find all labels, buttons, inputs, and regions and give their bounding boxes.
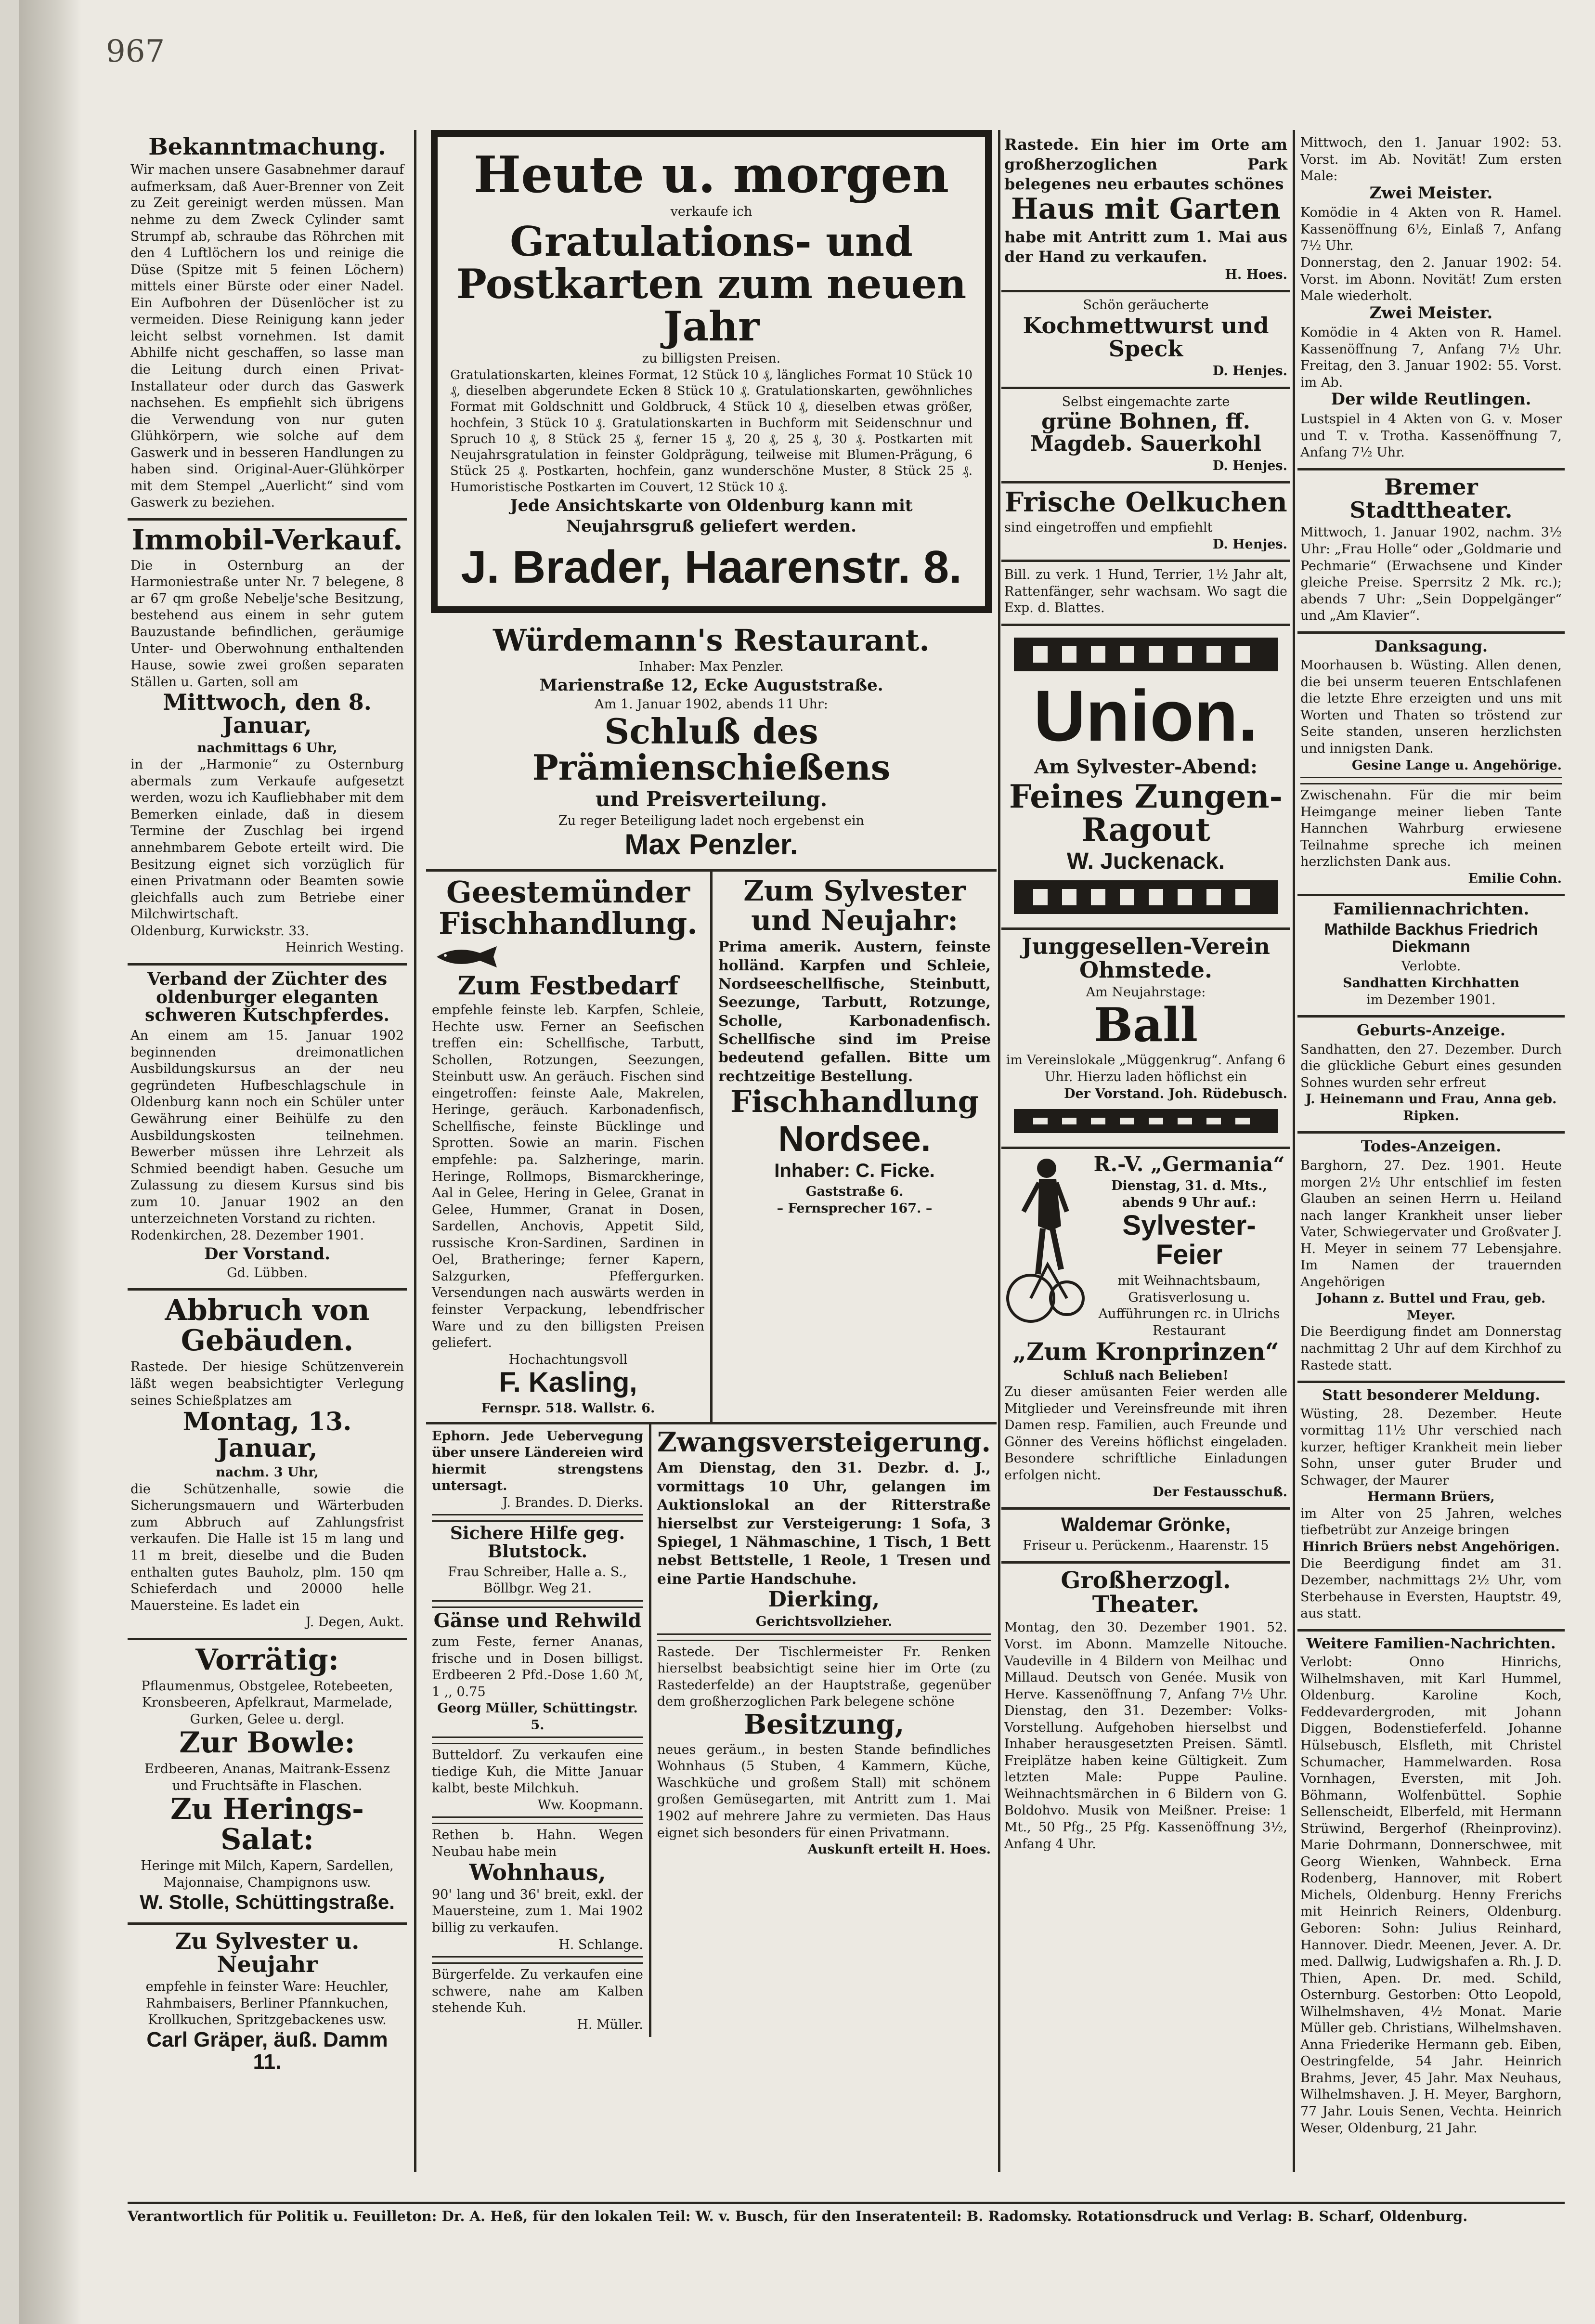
ad-headline: Gratulations- und Postkarten zum neuen Jahr [456, 217, 967, 351]
ad-headline: Schluß des Prämienschießens [532, 710, 891, 788]
column-2 [426, 130, 997, 2177]
divider [432, 1816, 643, 1824]
ad-motto: Schluß nach Belieben! [1063, 1368, 1229, 1383]
ad-body: in der „Harmonie“ zu Osternburg abermals zum Verkaufe aufgesetzt werden, wozu ich Kaufliebhaber mit dem Bemerken einlade, daß in diesem Termine der Zuschlag bei irgend annehmbarem Gebote erteilt wird. Die Besitzung eignet sich vorzüglich für einen Privatmann oder Beamten sowie gleichfalls auch zum Betriebe einer Milchwirtschaft. [130, 757, 404, 922]
ad-regards: Hochachtungsvoll [508, 1352, 628, 1367]
ad-title: Zu Sylvester u. Neujahr [175, 1928, 360, 1977]
ad-title: Würdemann's Restaurant. [493, 622, 930, 658]
germania-text [1091, 1154, 1287, 1339]
column-4 [1297, 130, 1565, 2177]
ad-henjes-oelkuchen [1001, 483, 1290, 562]
ad-title: Gänse und Rehwild [433, 1609, 642, 1632]
ad-body: Sandhatten, den 27. Dezember. Durch die glückliche Geburt eines gesunden Sohnes wurden sehr erfreut [1300, 1042, 1562, 1090]
ad-body: Die Beerdigung findet am Donnerstag nachmittag 2 Uhr auf dem Kirchhof zu Rastede statt. [1300, 1324, 1562, 1373]
ad-title: Besitzung, [743, 1709, 905, 1741]
ad-signature: Georg Müller, Schüttingstr. 5. [437, 1701, 638, 1733]
ad-title: Verband der Züchter des oldenburger eleganten schweren Kutschpferdes. [145, 968, 389, 1026]
ad-sub: Am Neujahrstage: [1086, 985, 1206, 1000]
ad-date: im Dezember 1901. [1366, 992, 1496, 1007]
ad-groenke [1001, 1510, 1290, 1564]
ad-date: Dienstag, 31. d. Mts., abends 9 Uhr auf.: [1111, 1178, 1267, 1210]
ad-signature: Max Penzler. [624, 828, 798, 861]
ad-title: Kochmettwurst und Speck [1023, 312, 1269, 362]
ad-title: Abbruch von Gebäuden. [165, 1293, 370, 1358]
ad-body: Die Beerdigung findet am 31. Dezember, nachmittags 2½ Uhr, vom Sterbehause in Eversten, Hauptstr. 49, aus statt. [1300, 1556, 1562, 1621]
ad-title: Vorrätig: [195, 1643, 339, 1677]
ornament-band [1014, 880, 1278, 914]
ad-weitere-familien [1297, 1632, 1565, 2143]
ad-row-fish [426, 872, 997, 1424]
ad-kasling [426, 872, 710, 1422]
ad-body: Rastede. Ein hier im Orte am großherzoglichen Park belegenes neu erbautes schönes [1004, 135, 1287, 193]
ad-address: Gaststraße 6. [805, 1184, 904, 1200]
ad-sub: Zum Festbedarf [457, 971, 679, 1001]
imprint-footer: Verantwortlich für Politik u. Feuilleton: Dr. A. Heß, für den lokalen Teil: W. v. Busch, für den Inseratenteil: B. Radomsky. Rotationsdruck und Verlag: B. Scharf, Oldenburg. [128, 2202, 1565, 2224]
ad-name: Gd. Lübben. [227, 1265, 308, 1280]
ad-signature: Ww. Koopmann. [537, 1797, 643, 1813]
ad-title: Statt besonderer Meldung. [1322, 1387, 1540, 1404]
ad-title: Union. [1033, 675, 1258, 756]
ad-todes [1297, 1134, 1565, 1383]
ad-pre: Selbst eingemachte zarte [1062, 394, 1230, 409]
ad-body: Pflaumenmus, Obstgelee, Rotebeeten, Kronsbeeren, Apfelkraut, Marmelade, Gurken, Gelee u. dergl. [141, 1678, 393, 1727]
ad-headline: und Preisverteilung. [595, 787, 828, 811]
ad-signature: Gesine Lange u. Angehörige. [1351, 757, 1562, 773]
divider [1300, 777, 1562, 784]
ad-body: Butteldorf. Zu verkaufen eine tiedige Kuh, die Mitte Januar kalbt, beste Milchkuh. [432, 1748, 643, 1796]
ad-body: Am Dienstag, den 31. Dezbr. d. J., vormittags 10 Uhr, gelangen im Auktionslokal an der Ritterstraße hierselbst zur Versteigerung: 1 Sofa, 3 Spiegel, 1 Nähmaschine, 1 Tisch, 1 Bett nebst Bettstelle, 1 Reole, 1 Tresen und eine Partie Handschuhe. [657, 1460, 991, 1588]
ad-body: Moorhausen b. Wüsting. Allen denen, die bei unserm teueren Entschlafenen die letzte Ehre erzeigten und uns mit Worten und Thaten so tröstend zur Seite standen, unseren herzlichsten und innigsten Dank. [1300, 658, 1562, 757]
page-number: 967 [106, 34, 165, 69]
ad-signature: J. Degen, Aukt. [305, 1615, 404, 1630]
ad-body: Rastede. Der hiesige Schützenverein läßt wegen beabsichtigter Verlegung seines Schießplatzes am [130, 1359, 404, 1408]
germania-header [1004, 1154, 1287, 1339]
ad-brader-framed [431, 130, 992, 613]
ad-body: Die in Osternburg an der Harmoniestraße unter Nr. 7 belegene, 8 ar 67 qm große Nebelje'sche Besitzung, bestehend aus einem in sehr gutem Bauzustande befindlichen, geräumige Unter- und Oberwohnung enthaltenden Hause, sowie zwei großen separaten Ställen u. Garten, soll am [130, 558, 404, 690]
ad-owner: Inhaber: Max Penzler. [639, 659, 784, 674]
ad-title: R.-V. „Germania“ [1093, 1152, 1285, 1176]
ad-henjes-wurst [1001, 292, 1290, 389]
ad-body: Heringe mit Milch, Kapern, Sardellen, Majonnaise, Champignons usw. [141, 1858, 394, 1890]
ad-body: Donnerstag, den 2. Januar 1902: 54. Vorst. im Abonn. Novität! Zum ersten Male wiederholt. [1300, 255, 1562, 304]
ad-abbruch [128, 1291, 407, 1640]
column-3 [1001, 130, 1290, 2177]
column-rule [414, 130, 416, 2172]
ad-signature: Heinrich Westing. [285, 940, 404, 955]
ad-title: Danksagung. [1374, 637, 1488, 655]
ad-body: An einem am 15. Januar 1902 beginnenden dreimonatlichen Ausbildungskursus an der neu gegründeten Hufbeschlagschule in Oldenburg kann noch ein Schüler unter Gewährung einer Beihülfe zu den Ausbildungskosten teilnehmen. Bewerber müssen ihre Lehrzeit als Schmied beendigt haben. Gesuche um Zulassung zu diesem Kursus sind bis zum 10. Januar 1902 an den unterzeichneten Vorstand zu richten. [130, 1028, 404, 1227]
page-edge-shadow [19, 0, 82, 2324]
column-rule [998, 130, 1000, 2172]
ad-body: Barghorn, 27. Dez. 1901. Heute morgen 2½ Uhr entschlief im festen Glauben an seinen Herrn u. Heiland nach langer Krankheit unser lieber Vater, Schwiegervater und Großvater J. H. Meyer in seinem 77 Lebensjahre. Im Namen der trauernden Angehörigen [1300, 1158, 1562, 1290]
ad-title: Sichere Hilfe geg. Blutstock. [450, 1523, 625, 1562]
ad-body: Komödie in 4 Akten von R. Hamel. Kassenöffnung 6½, Einlaß 7, Anfang 7½ Uhr. [1300, 205, 1562, 254]
ad-stolle [128, 1640, 407, 1925]
ad-graeper [128, 1925, 407, 2083]
ad-title: Zur Bowle: [179, 1726, 355, 1760]
ad-title: Weitere Familien-Nachrichten. [1306, 1635, 1556, 1652]
ad-name: Nordsee. [778, 1119, 931, 1159]
ad-body: zum Feste, ferner Ananas, frische und in Dosen billigst. Erdbeeren 2 Pfd.-Dose 1.60 ℳ, 1 ,, 0.75 [432, 1634, 643, 1699]
ad-headline: Fischhandlung [730, 1084, 979, 1120]
ad-date: Montag, 13. Januar, [182, 1407, 352, 1463]
ad-title: Bekanntmachung. [148, 133, 386, 160]
ad-hund [1001, 562, 1290, 626]
ad-body: im Alter von 25 Jahren, welches tiefbetrübt zur Anzeige bringen [1300, 1506, 1562, 1538]
ad-signature: W. Stolle, Schüttingstraße. [140, 1890, 395, 1913]
ad-theater-cont [1297, 130, 1565, 470]
ad-title: Geestemünder Fischhandlung. [439, 875, 698, 941]
ad-body: Lustspiel in 4 Akten von G. v. Moser und T. v. Trotha. Kassenöffnung 7, Anfang 7½ Uhr. [1300, 412, 1562, 460]
fish-icon [432, 942, 504, 971]
ad-pre: Schön geräucherte [1083, 298, 1209, 313]
ad-body: Mittwoch, 1. Januar 1902, nachm. 3½ Uhr: „Frau Holle“ oder „Goldmarie und Pechmarie“ (Erwachsene und Kinder gleiche Preise. Sperrsitz 2 Mk. rc.); abends 7 Uhr: „Sein Doppelgänger“ und „Am Klavier“. [1300, 525, 1562, 624]
ad-body: Rastede. Der Tischlermeister Fr. Renken hierselbst beabsichtigt seine hier im Orte (zu Rastederfelde) an der Hauptstraße, gegenüber dem großherzoglichen Park belegene schöne [657, 1644, 991, 1710]
ad-headline: Heute u. morgen [473, 145, 949, 204]
ad-body: Komödie in 4 Akten von R. Hamel. Kassenöffnung 7, Anfang 7½ Uhr. Freitag, den 3. Januar 1902: 55. Vorst. im Ab. [1300, 325, 1562, 390]
ad-signature: Emilie Cohn. [1468, 871, 1562, 886]
ad-body: mit Weihnachtsbaum, Gratisverlosung u. Aufführungen rc. in Ulrichs Restaurant [1098, 1273, 1280, 1338]
ad-date: Am 1. Januar 1902, abends 11 Uhr: [595, 696, 828, 712]
ad-signature: J. Heinemann und Frau, Anna geb. Ripken. [1305, 1092, 1557, 1123]
ad-body: 90' lang und 36' breit, exkl. der Mauersteine, zum 1. Mai 1902 billig zu verkaufen. [432, 1887, 643, 1935]
ad-headline: Feines Zungen-Ragout [1009, 777, 1283, 849]
ad-statt-meldung [1297, 1383, 1565, 1632]
ad-danksagung [1297, 634, 1565, 897]
ad-verband [128, 966, 407, 1291]
ad-sub: Verlobte. [1401, 959, 1461, 974]
ad-title: Wohnhaus, [469, 1859, 606, 1885]
divider [432, 1736, 643, 1744]
ad-body: die Schützenhalle, sowie die Sicherungsmauern und Wärterbuden zum Abbruch auf Zahlungsfrist verkaufen. Die Halle ist 15 m lang und 11 m breit, dieselbe und die Buden enthalten gutes Bauholz, plm. 150 qm Schieferdach und 20000 helle Mauersteine. Es ladet ein [130, 1481, 404, 1613]
ad-germania [1001, 1149, 1290, 1510]
ad-names: Mathilde Backhus Friedrich Diekmann [1324, 920, 1538, 956]
ad-title: Zum Sylvester und Neujahr: [743, 875, 966, 937]
ad-body: Zwischenahn. Für die mir beim Heimgange meiner lieben Tante Hannchen Wahrburg erwiesene Teilnahme spreche ich meinen herzlichsten Dank aus. [1300, 788, 1562, 870]
ad-signature: D. Henjes. [1212, 364, 1287, 379]
ad-familiennachrichten [1297, 896, 1565, 1018]
ad-body: neues geräum., in besten Stande befindliches Wohnhaus (5 Stuben, 4 Kammern, Küche, Waschküche und großem Stall) mit schönem großen Gemüsegarten, mit Antritt zum 1. Mai 1902 auf mehrere Jahre zu vermieten. Das Haus eignet sich besonders für einen Privatmann. [657, 1742, 991, 1841]
ad-headline: Sylvester-Feier [1122, 1210, 1256, 1271]
ad-headline: Ball [1093, 997, 1198, 1052]
ad-title: Bremer Stadttheater. [1349, 473, 1513, 523]
column-rule [1293, 130, 1295, 2172]
small-ads-right [649, 1424, 997, 2037]
ad-signature: J. Brader, Haarenstr. 8. [461, 541, 962, 593]
ad-title: Zu Herings-Salat: [170, 1792, 364, 1857]
ad-title: Junggesellen-Verein Ohmstede. [1022, 933, 1270, 983]
ad-signature: Dierking, [768, 1587, 880, 1612]
ornament-band [1014, 638, 1278, 671]
ad-signature: Der Vorstand. [204, 1244, 330, 1264]
ad-row-small [426, 1424, 997, 2037]
ad-name: „Zum Kronprinzen“ [1012, 1337, 1279, 1366]
ad-signature: Carl Gräper, äuß. Damm 11. [146, 2027, 388, 2074]
ad-body: Wir machen unsere Gasabnehmer darauf aufmerksam, daß Auer-Brenner von Zeit zu Zeit gereinigt werden müssen. Man nehme zu dem Zweck Cylinder samt Strumpf ab, schraube das Röhrchen mit den 4 Luftlöchern los und reinige die Düse (Spitze mit 5 feinen Löchern) mittels einer Bürste oder einer Nadel. Ein Aufbohren der Düsenlöcher ist zu vermeiden. Diese Reinigung kann jeder leicht selbst vornehmen. Ist damit Abhilfe nicht geschaffen, so lasse man die Leitung durch einen Privat-Installateur oder durch das Gaswerk nachsehen. Es empfiehlt sich übrigens die Verwendung von nur guten Glühkörpern, wie solche auf dem Gaswerk und in besseren Handlungen zu haben sind. Original-Auer-Glühkörper mit dem Stempel „Auerlicht“ sind vom Gaswerk zu beziehen. [130, 162, 404, 510]
small-ads-left [426, 1424, 649, 2037]
ad-sub: Am Sylvester-Abend: [1034, 755, 1258, 778]
ad-junggesellen [1001, 930, 1290, 1149]
ad-body: empfehle feinste leb. Karpfen, Schleie, Hechte usw. Ferner an Seefischen treffen ein: Schellfische, Tarbutt, Schollen, Rotzungen, Seezungen, Steinbutt usw. An geräuch. Fischen sind eingetroffen: feinste Aale, Makrelen, Heringe, geräuch. Karbonadenfisch, Schellfische, feinste Bücklinge und Sprotten. Sowie an marin. Fischen empfehle: pa. Salzheringe, marin. Heringe, Rollmops, Bismarckheringe, Aal in Gelee, Hering in Gelee, Granat in Gelee, Hummer, Granat in Dosen, Sardellen, Anchovis, Appetit Sild, russische Kron-Sardinen, Sardinen in Oel, Bratheringe; ferner Kapern, Salzgurken, Pfeffergurken. Versendungen nach auswärts werden in feinster Verpackung, lebendfrischer Ware und zu den billigsten Preisen geliefert. [432, 1003, 704, 1351]
ad-signature: Hinrich Brüers nebst Angehörigen. [1302, 1540, 1560, 1554]
ad-signature: Johann z. Buttel und Frau, geb. Meyer. [1316, 1291, 1546, 1323]
ad-signature: Der Vorstand. Joh. Rüdebusch. [1064, 1086, 1287, 1101]
ad-body: Bürgerfelde. Zu verkaufen eine schwere, nahe am Kalben stehende Kuh. [432, 1967, 643, 2016]
ad-henjes-bohnen [1001, 389, 1290, 483]
ad-theater [1001, 1564, 1290, 1859]
ad-signature: Der Festausschuß. [1153, 1484, 1287, 1500]
ad-body: Rethen b. Hahn. Wegen Neubau habe mein [432, 1828, 643, 1860]
cyclist-icon [1004, 1154, 1086, 1327]
ad-signature: H. Schlange. [558, 1937, 643, 1952]
ad-body: Prima amerik. Austern, feinste holländ. Karpfen und Schleie, Nordseeschellfische, Steinbutt, Seezunge, Tarbutt, Rotzunge, Scholle, Karbonadenfisch. Schellfische sind im Preise bedeutend gefallen. Bitte um rechtzeitige Bestellung. [718, 939, 991, 1085]
ad-body: Wüsting, 28. Dezember. Heute vormittag 11½ Uhr verschied nach kurzer, heftiger Krankheit mein lieber Sohn, unser guter Bruder und Schwager, der Maurer [1300, 1406, 1562, 1488]
ad-headline: Zwei Meister. [1369, 303, 1493, 323]
ad-body: Erdbeeren, Ananas, Maitrank-Essenz und Fruchtsäfte in Flaschen. [144, 1762, 390, 1793]
ad-signature: D. Henjes. [1212, 458, 1287, 473]
divider [432, 1514, 643, 1522]
ad-note: Jede Ansichtskarte von Oldenburg kann mit Neujahrsgruß geliefert werden. [510, 496, 913, 536]
ad-name: Hermann Brüers, [1367, 1489, 1495, 1505]
ad-place: Oldenburg, Kurwickstr. 33. [130, 923, 310, 939]
ad-nordsee [710, 872, 997, 1422]
ornament-band [1014, 1109, 1278, 1133]
ad-title: Familiennachrichten. [1333, 900, 1530, 919]
ad-title: Zwangsversteigerung. [657, 1426, 991, 1458]
ad-body: im Vereinslokale „Müggenkrug“. Anfang 6 Uhr. Hierzu laden höflichst ein [1006, 1053, 1286, 1084]
ad-body: sind eingetroffen und empfiehlt [1004, 520, 1213, 535]
ad-price-note: zu billigsten Preisen. [642, 351, 781, 366]
divider [432, 1600, 643, 1608]
ad-place: Sandhatten Kirchhatten [1343, 976, 1519, 991]
ad-body: Montag, den 30. Dezember 1901. 52. Vorst. im Abonn. Mamzelle Nitouche. Vaudeville in 4 Bildern von Meilhac und Millaud. Deutsch von Genée. Musik von Herve. Kassenöffnung 7, Anfang 7½ Uhr. Dienstag, den 31. Dezember: Volks-Vorstellung. Aufgehoben hierselbst und Inhaber herausgesetzten Preisen. Sämtl. Freiplätze haben keine Gültigkeit. Zum letzten Male: Puppe Pauline. Weihnachtsmärchen in 6 Bildern von G. Boldohvo. Musik von Meißner. Preise: 1 Mt., 50 Pfg., 25 Pfg. Kassenöffnung 3½, Anfang 4 Uhr. [1004, 1620, 1287, 1852]
ad-title: Haus mit Garten [1011, 192, 1281, 226]
ad-title: Todes-Anzeigen. [1361, 1137, 1502, 1156]
ad-body: habe mit Antritt zum 1. Mai aus der Hand zu verkaufen. [1004, 227, 1287, 266]
ad-title: Immobil-Verkauf. [131, 523, 403, 556]
ad-bremer-theater [1297, 470, 1565, 634]
divider [657, 1633, 991, 1641]
newspaper-page [19, 0, 1595, 2324]
ad-bekanntmachung [128, 130, 407, 521]
ad-title: Geburts-Anzeige. [1357, 1021, 1505, 1040]
ad-body: Ephorn. Jede Uebervegung über unsere Ländereien wird hiermit strengstens untersagt. [432, 1428, 643, 1494]
ad-hoes-haus [1001, 130, 1290, 292]
ad-sub: verkaufe ich [670, 204, 752, 220]
ad-immobil-verkauf [128, 521, 407, 966]
column-1 [128, 130, 407, 2177]
ad-address: Marienstraße 12, Ecke Auguststraße. [539, 676, 883, 695]
ad-body: Frau Schreiber, Halle a. S., Böllbgr. Weg 21. [448, 1564, 627, 1596]
ad-body: Zu dieser amüsanten Feier werden alle Mitglieder und Vereinsfreunde mit ihren Damen resp. Familien, auch Freunde und Gönner des Vereins höflichst eingeladen. Besondere schriftliche Einladungen erfolgen nicht. [1004, 1384, 1287, 1483]
ad-signature: D. Henjes. [1212, 536, 1287, 552]
ad-address: Fernspr. 518. Wallstr. 6. [481, 1401, 655, 1416]
ad-title: grüne Bohnen, ff. Magdeb. Sauerkohl [1030, 409, 1262, 456]
ad-headline: Der wilde Reutlingen. [1331, 390, 1531, 409]
ad-signature: H. Hoes. [1225, 267, 1287, 282]
ad-role: Gerichtsvollzieher. [755, 1614, 893, 1630]
ad-body: Mittwoch, den 1. Januar 1902: 53. Vorst. im Ab. Novität! Zum ersten Male: [1300, 135, 1562, 184]
ad-date: Mittwoch, den 8. Januar, [163, 689, 372, 739]
ad-price-list: Gratulationskarten, kleines Format, 12 Stück 10 ₰, längliches Format 10 Stück 10 ₰, dieselben abgerundete Ecken 8 Stück 10 ₰. Gratulationskarten, gewöhnliches Format mit Goldschnitt und Goldbruck, 4 Stück 10 ₰, dieselben etwas größer, hochfein, 3 Stück 10 ₰. Gratulationskarten in Buchform mit Seidenschnur und Spruch 10 ₰, 8 Stück 25 ₰, ferner 15 ₰, 20 ₰, 25 ₰, 30 ₰. Postkarten mit Neujahrsgratulation in feinster Goldprägung, teilweise mit Blumen-Prägung, 6 Stück 25 ₰. Postkarten, hochfein, ganz wunderschöne Muster, 8 Stück 25 ₰. Humoristische Postkarten im Couvert, 12 Stück 10 ₰. [450, 367, 973, 495]
ad-time: nachm. 3 Uhr, [216, 1465, 319, 1480]
ad-phone: – Fernsprecher 167. – [777, 1201, 933, 1216]
ad-body: empfehle in feinster Ware: Heuchler, Rahmbaisers, Berliner Pfannkuchen, Krollkuchen, Spritzgebackenes usw. [145, 1979, 389, 2028]
ad-wuerdemann [426, 620, 997, 872]
ad-body: Bill. zu verk. 1 Hund, Terrier, 1½ Jahr alt, Rattenfänger, sehr wachsam. Wo sagt die Exp. d. Blattes. [1004, 567, 1287, 616]
ad-body: Friseur u. Perückenm., Haarenstr. 15 [1023, 1538, 1269, 1554]
ad-title: Frische Oelkuchen [1004, 486, 1287, 519]
ad-body: Verlobt: Onno Hinrichs, Wilhelmshaven, mit Karl Hummel, Oldenburg. Karoline Koch, Feddevardergroden, mit Johann Diggen, Bodenstieferfeld. Johanne Hülsebusch, Elsfleth, mit Christel Schumacher, Hammelwarden. Rosa Vornhagen, Eversten, mit Joh. Böhmann, Wolfenbüttel. Sophie Sellenscheidt, Elberfeld, mit Hermann Strüwind, Bergerhof (Rheinprovinz). Marie Dohrmann, Donnerschwee, mit Georg Wienken, Wahnbeck. Erna Rodenberg, Hannover, mit Robert Michels, Oldenburg. Henny Frerichs mit Heinrich Reiners, Oldenburg. Geboren: Sohn: Julius Reinhard, Hannover. Diedr. Meenen, Jever. A. Dr. med. Dallwig, Ludwigshafen a. Rh. J. D. Thien, Apen. Dr. med. Schild, Osternburg. Gestorben: Otto Leopold, Wilhelmshaven, 4½ Monat. Marie Müller geb. Christians, Wilhelmshaven. Anna Friederike Hermann geb. Eiben, Oestringfelde, 54 Jahr. Heinrich Brahms, Jever, 45 Jahr. Max Neuhaus, Wilhelmshaven. J. H. Meyer, Barghorn, 77 Jahr. Louis Senen, Vechta. Heinrich Weser, Oldenburg, 21 Jahr. [1300, 1655, 1562, 2136]
ad-title: Waldemar Grönke, [1061, 1514, 1231, 1536]
ad-geburt [1297, 1018, 1565, 1134]
ad-signature: F. Kasling, [499, 1367, 637, 1398]
ad-union [1001, 626, 1290, 930]
ad-signature: W. Juckenack. [1066, 849, 1225, 875]
ad-body: Zu reger Beteiligung ladet noch ergebenst ein [558, 813, 865, 828]
ad-time: nachmittags 6 Uhr, [197, 740, 337, 756]
ad-headline: Zwei Meister. [1369, 183, 1493, 203]
ad-signature: H. Müller. [577, 2017, 643, 2032]
divider [432, 1956, 643, 1964]
ad-place: Rodenkirchen, 28. Dezember 1901. [130, 1227, 364, 1243]
ad-signature: Auskunft erteilt H. Hoes. [807, 1842, 991, 1857]
ad-title: Großherzogl. Theater. [1061, 1567, 1231, 1619]
ad-owner: Inhaber: C. Ficke. [774, 1160, 935, 1182]
ad-signature: J. Brandes. D. Dierks. [502, 1495, 643, 1510]
